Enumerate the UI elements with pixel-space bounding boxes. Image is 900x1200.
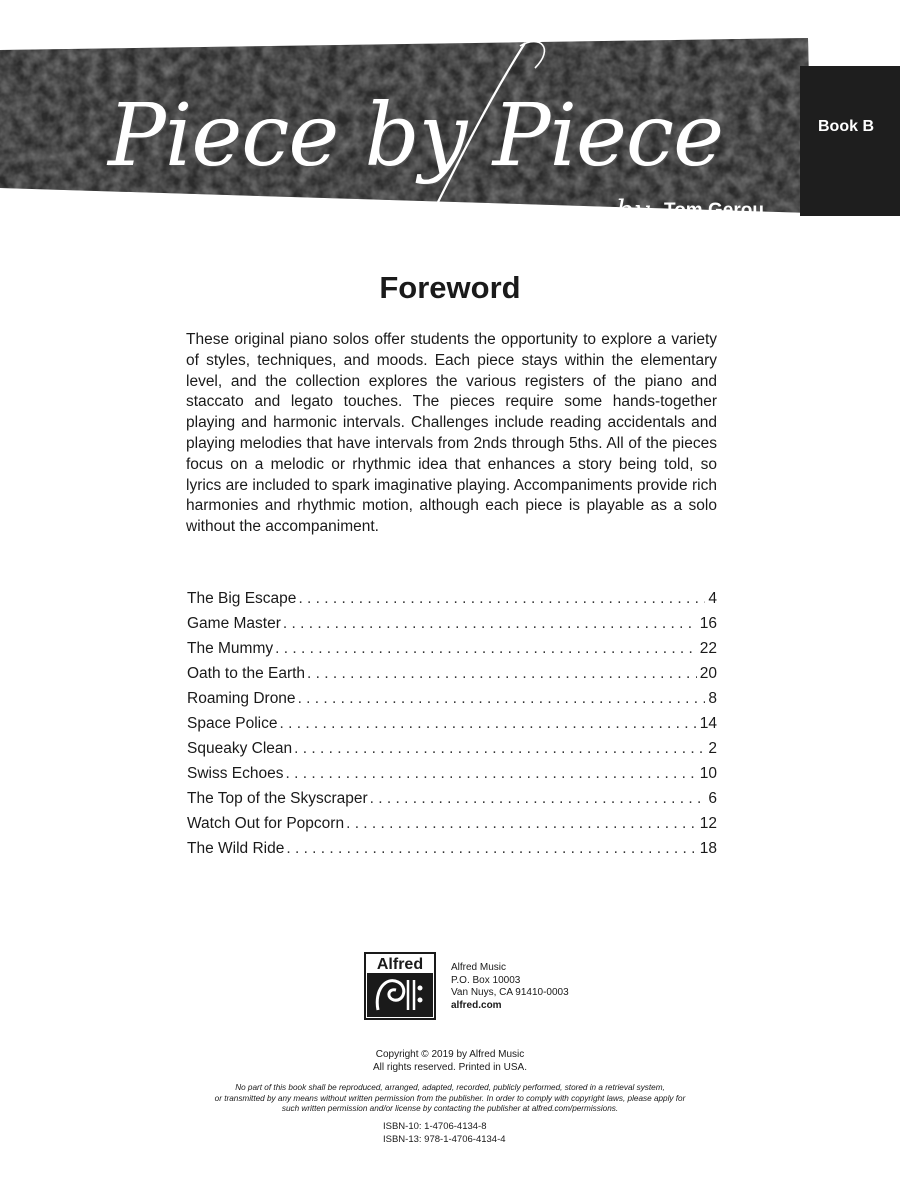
copyright-line-1: Copyright © 2019 by Alfred Music bbox=[375, 1049, 525, 1060]
book-title: Piece by Piece bbox=[108, 86, 723, 186]
subtitle-line-2: FOR SOLO PIANO bbox=[195, 217, 326, 234]
legal-line-2: or transmitted by any means without written permission from the publisher. In order to comply with copyright laws, please apply for bbox=[214, 1093, 686, 1103]
toc-leader-dots bbox=[286, 840, 696, 858]
toc-leader-dots bbox=[283, 615, 697, 633]
toc-row bbox=[187, 640, 717, 665]
toc-title: Swiss Echoes bbox=[187, 765, 284, 782]
toc-leader-dots bbox=[346, 815, 697, 833]
table-of-contents bbox=[187, 590, 717, 865]
toc-row bbox=[187, 790, 717, 815]
publisher-website: alfred.com bbox=[451, 999, 502, 1011]
toc-row bbox=[187, 590, 717, 615]
toc-page-number: 4 bbox=[708, 590, 717, 607]
toc-row bbox=[187, 690, 717, 715]
toc-page-number: 20 bbox=[699, 665, 717, 682]
toc-leader-dots bbox=[370, 790, 706, 808]
foreword-heading: Foreword bbox=[379, 270, 521, 305]
toc-title: Roaming Drone bbox=[187, 690, 296, 707]
foreword-body: These original piano solos offer students the opportunity to explore a variety of styles, techniques, and moods. Each piece stays within the elementary level, and the collection explores the various registers of the piano and staccato and legato touches. The pieces require some hands-together playing and harmonic intervals. Challenges include reading accidentals and playing melodies that have intervals from 2nds through 5ths. All of the pieces focus on a melodic or rhythmic idea that enhances a story being told, so lyrics are included to spark imaginative playing. Accompaniments provide rich harmonies and rhythmic motion, although each piece is playable as a solo without the accompaniment. bbox=[186, 331, 717, 536]
toc-row bbox=[187, 765, 717, 790]
toc-title: Watch Out for Popcorn bbox=[187, 815, 345, 832]
publisher-name: Alfred Music bbox=[451, 962, 507, 973]
publisher-address-line-1: P.O. Box 10003 bbox=[451, 974, 521, 986]
toc-row bbox=[187, 840, 717, 865]
toc-row bbox=[187, 665, 717, 690]
toc-title: The Wild Ride bbox=[187, 840, 285, 857]
toc-page-number: 2 bbox=[708, 740, 717, 757]
toc-page-number: 14 bbox=[699, 715, 717, 732]
toc-leader-dots bbox=[298, 690, 706, 708]
toc-title: Space Police bbox=[187, 715, 278, 732]
toc-leader-dots bbox=[298, 590, 705, 608]
toc-title: Game Master bbox=[187, 615, 281, 632]
book-subtitle bbox=[118, 196, 403, 236]
toc-leader-dots bbox=[294, 740, 705, 758]
publisher-address-line-2: Van Nuys, CA 91410-0003 bbox=[451, 987, 569, 998]
toc-page-number: 12 bbox=[699, 815, 717, 832]
toc-page-number: 18 bbox=[699, 840, 717, 857]
toc-title: The Mummy bbox=[187, 640, 274, 657]
isbn-13: ISBN-13: 978-1-4706-4134-4 bbox=[383, 1134, 506, 1145]
toc-page-number: 16 bbox=[699, 615, 717, 632]
isbn-block bbox=[383, 1120, 506, 1146]
toc-leader-dots bbox=[275, 640, 697, 658]
legal-notice bbox=[120, 1083, 780, 1115]
toc-title: Oath to the Earth bbox=[187, 665, 306, 682]
toc-row bbox=[187, 740, 717, 765]
copyright-notice bbox=[0, 1049, 900, 1074]
publisher-address bbox=[451, 962, 569, 1012]
isbn-10: ISBN-10: 1-4706-4134-8 bbox=[383, 1121, 487, 1132]
legal-line-1: No part of this book shall be reproduced, arranged, adapted, recorded, publicly performed, stored in a retrieval system, bbox=[235, 1083, 665, 1092]
toc-row bbox=[187, 815, 717, 840]
toc-page-number: 8 bbox=[708, 690, 717, 707]
toc-leader-dots bbox=[279, 715, 696, 733]
subtitle-line-1: 11 ELEMENTARY COLOR PIECES bbox=[141, 197, 380, 214]
toc-page-number: 22 bbox=[699, 640, 717, 657]
legal-line-3: such written permission and/or license by contacting the publisher at alfred.com/permissions. bbox=[281, 1104, 619, 1113]
toc-leader-dots bbox=[307, 665, 697, 683]
by-word: by bbox=[616, 194, 650, 227]
author-name: Tom Gerou bbox=[664, 200, 764, 221]
toc-row bbox=[187, 615, 717, 640]
toc-row bbox=[187, 715, 717, 740]
copyright-line-2: All rights reserved. Printed in USA. bbox=[373, 1061, 527, 1073]
toc-page-number: 10 bbox=[699, 765, 717, 782]
toc-title: The Big Escape bbox=[187, 590, 297, 607]
toc-leader-dots bbox=[285, 765, 696, 783]
header-banner bbox=[0, 38, 900, 234]
toc-page-number: 6 bbox=[708, 790, 717, 807]
book-label: Book B bbox=[818, 118, 874, 135]
alfred-logo bbox=[364, 952, 436, 1020]
logo-text: Alfred bbox=[376, 956, 424, 973]
toc-title: The Top of the Skyscraper bbox=[187, 790, 368, 807]
toc-title: Squeaky Clean bbox=[187, 740, 293, 757]
